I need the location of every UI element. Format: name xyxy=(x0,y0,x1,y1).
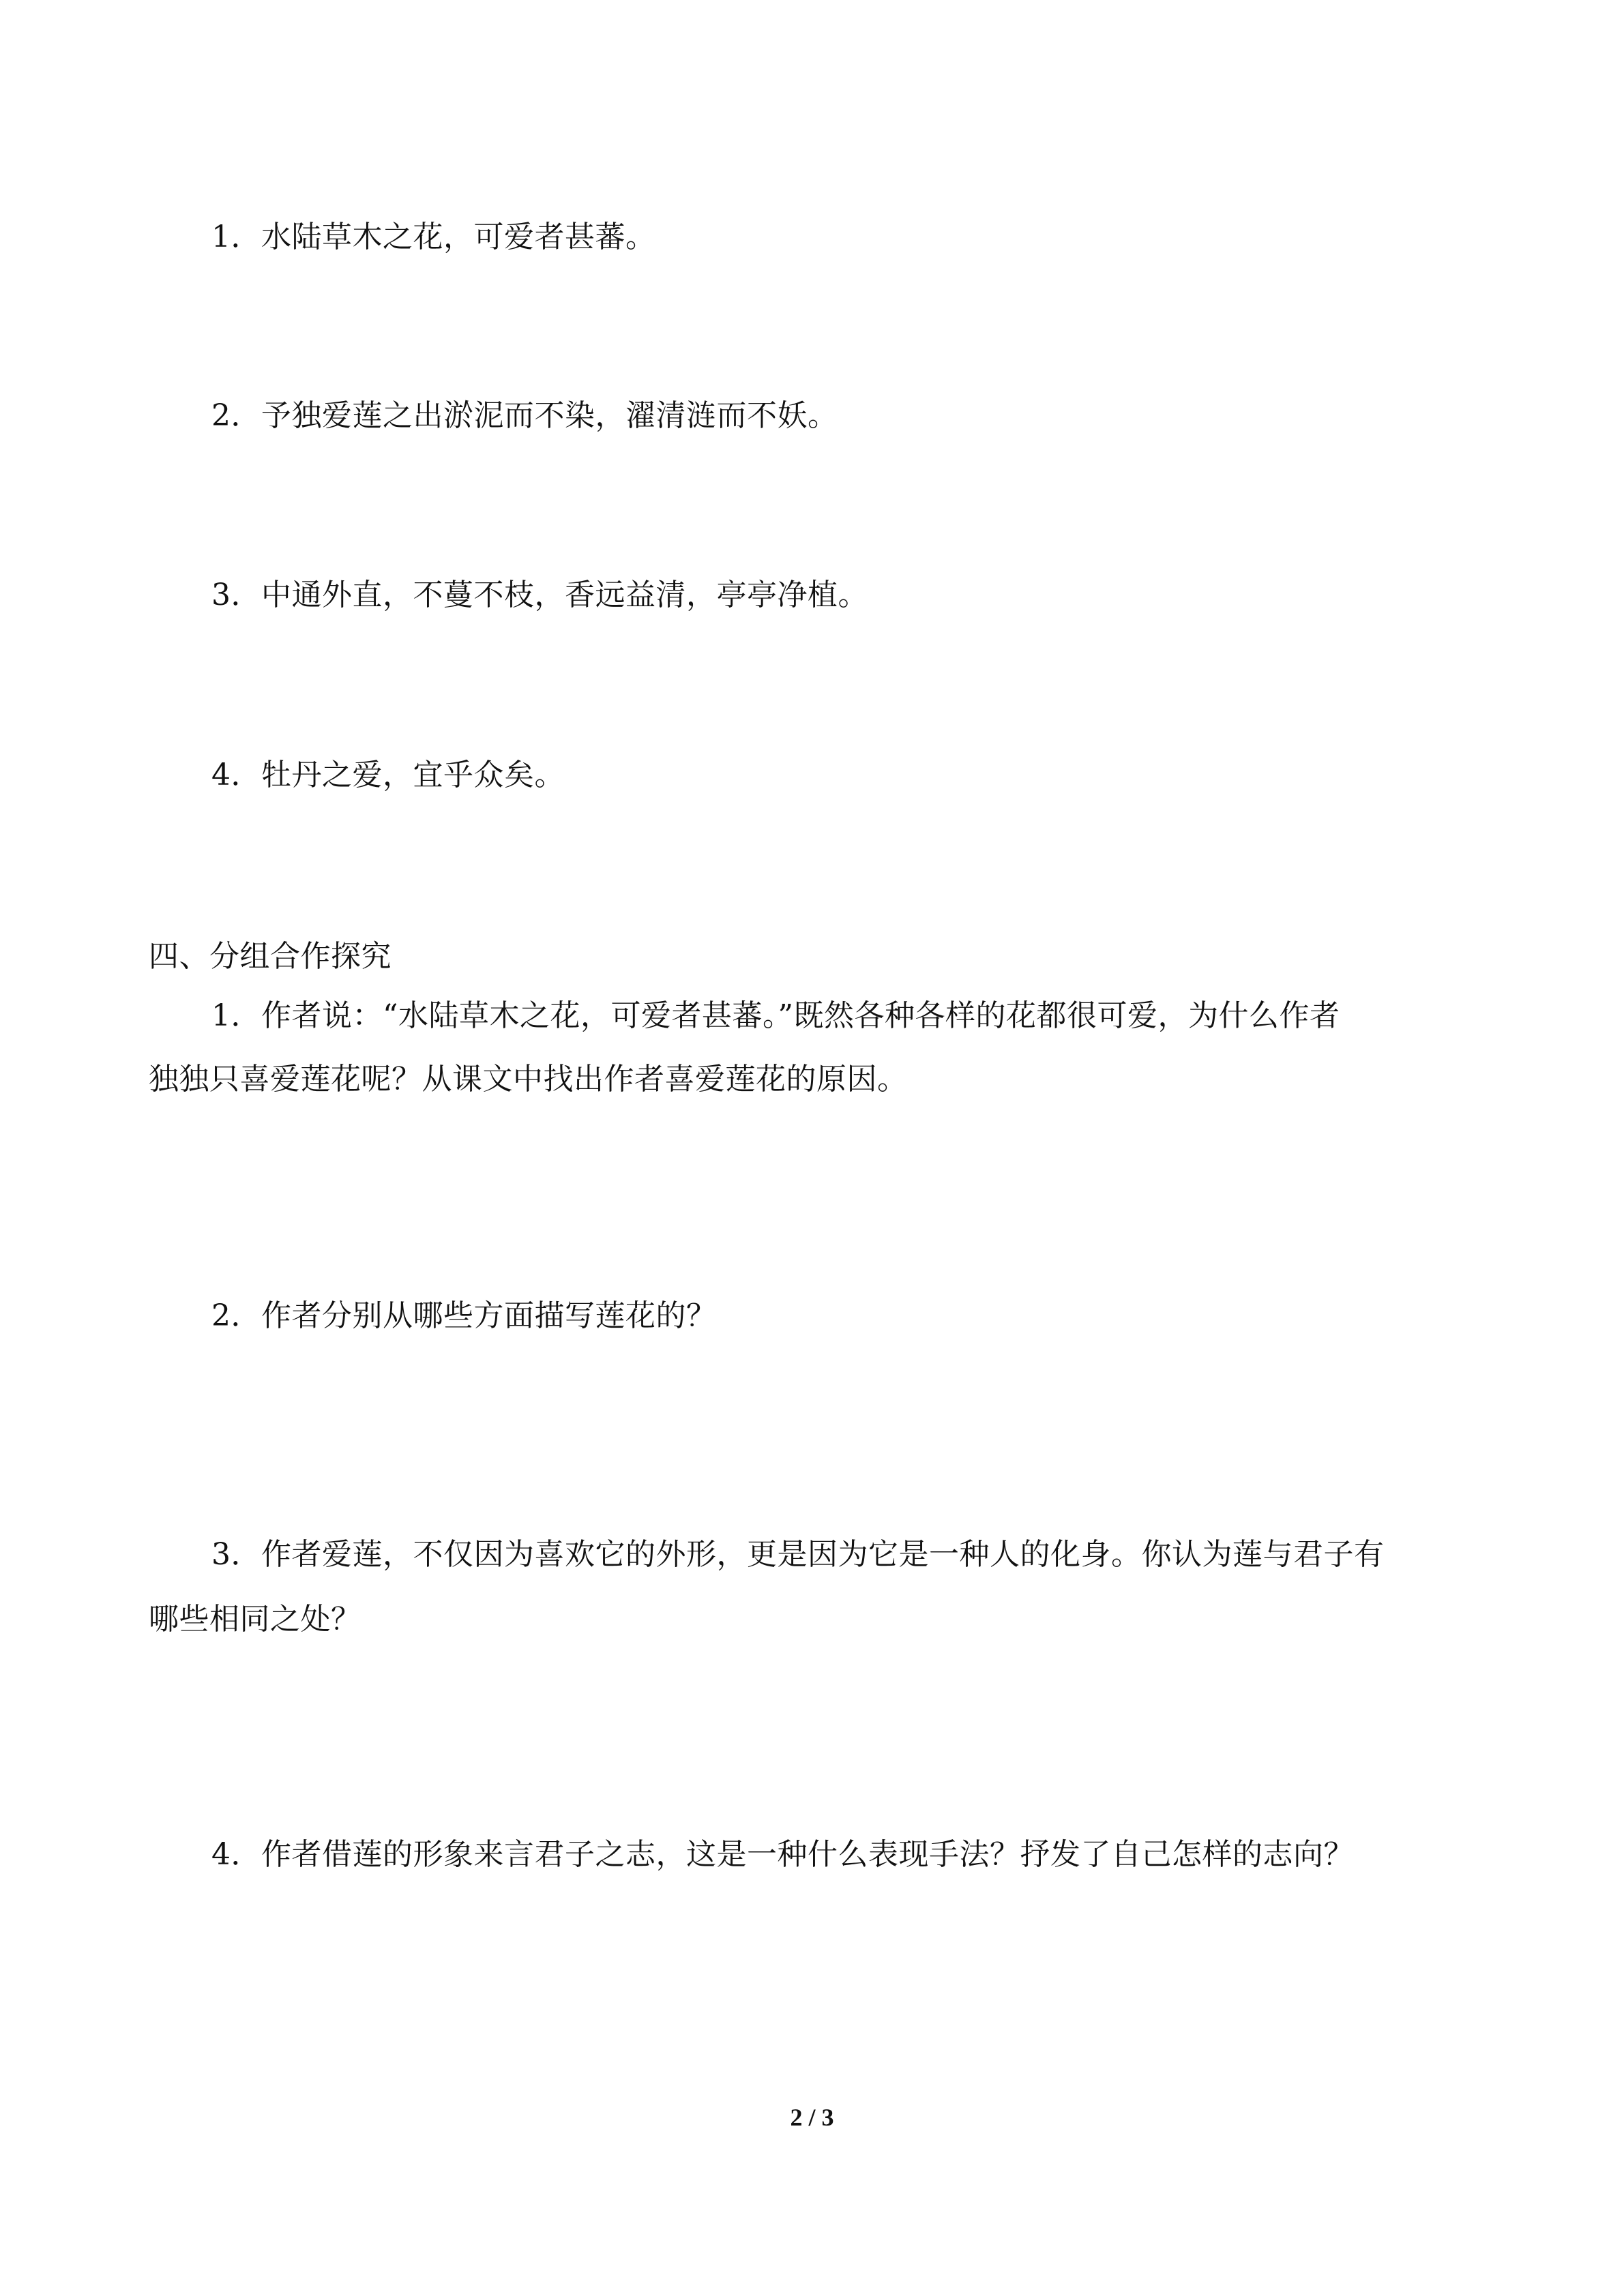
question-3-line-2: 哪些相同之处？ xyxy=(149,1602,361,1637)
translation-item-2: 2．予独爱莲之出淤泥而不染，濯清涟而不妖。 xyxy=(211,398,838,433)
page-number: 2 / 3 xyxy=(790,2104,834,2131)
translation-item-1: 1．水陆草木之花，可爱者甚蕃。 xyxy=(211,220,656,254)
question-2: 2．作者分别从哪些方面描写莲花的？ xyxy=(211,1298,717,1333)
section-four-heading: 四、分组合作探究 xyxy=(149,939,392,974)
question-1-line-1: 1．作者说：“水陆草木之花，可爱者甚蕃。”既然各种各样的花都很可爱，为什么作者 xyxy=(211,998,1340,1033)
translation-item-3: 3．中通外直，不蔓不枝，香远益清，亭亭净植。 xyxy=(211,578,868,612)
translation-item-4: 4．牡丹之爱，宜乎众矣。 xyxy=(211,758,565,792)
question-3-line-1: 3．作者爱莲，不仅因为喜欢它的外形，更是因为它是一种人的化身。你认为莲与君子有 xyxy=(211,1537,1385,1572)
question-4: 4．作者借莲的形象来言君子之志，这是一种什么表现手法？抒发了自己怎样的志向？ xyxy=(211,1837,1354,1872)
question-1-line-2: 独独只喜爱莲花呢？从课文中找出作者喜爱莲花的原因。 xyxy=(149,1062,908,1097)
